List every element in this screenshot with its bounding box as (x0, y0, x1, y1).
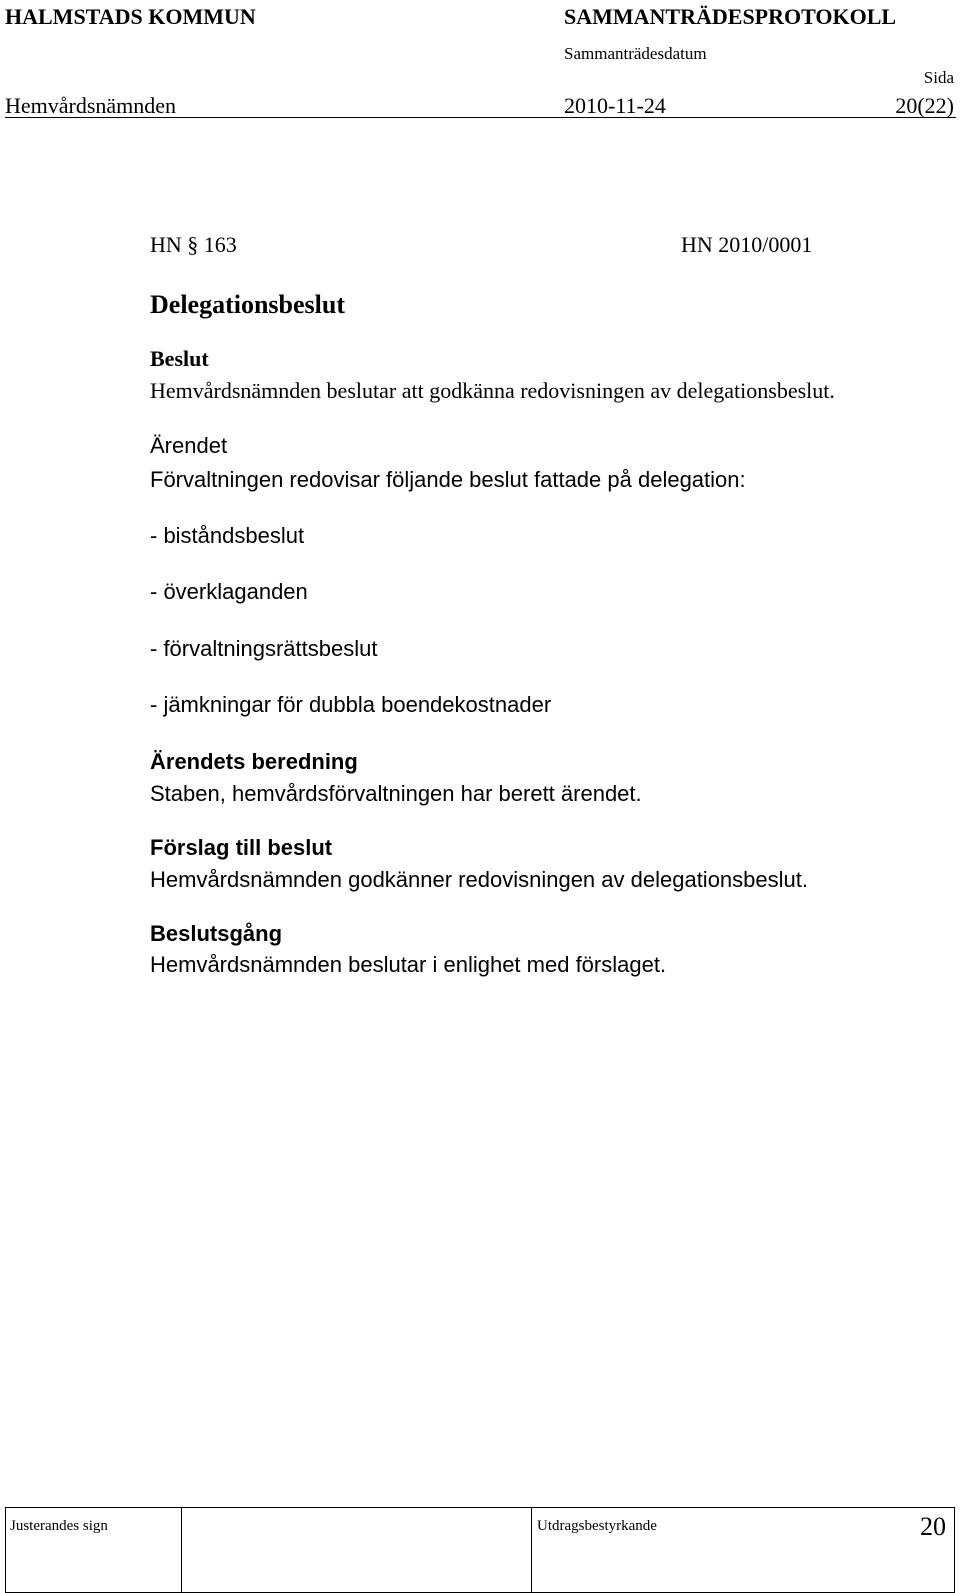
page-label: Sida (923, 68, 954, 87)
preparation-heading: Ärendets beredning (150, 749, 358, 774)
case-number: HN 2010/0001 (681, 232, 813, 257)
municipality-name: HALMSTADS KOMMUN (5, 4, 256, 29)
matter-heading: Ärendet (150, 433, 228, 458)
paragraph-number: HN § 163 (150, 232, 237, 257)
extract-certification-label: Utdragsbestyrkande (537, 1518, 657, 1534)
decision-heading: Beslut (150, 346, 209, 371)
header-divider (5, 117, 956, 118)
footer-signature-box (5, 1507, 955, 1593)
list-item: - biståndsbeslut (150, 523, 305, 548)
matter-text: Förvaltningen redovisar följande beslut fattade på delegation: (150, 467, 746, 492)
list-item: - förvaltningsrättsbeslut (150, 636, 378, 661)
decision-text: Hemvårdsnämnden beslutar att godkänna redovisningen av delegationsbeslut. (150, 378, 835, 403)
list-item: - överklaganden (150, 579, 308, 604)
footer-divider (531, 1508, 532, 1592)
meeting-date: 2010-11-24 (564, 93, 666, 118)
document-type: SAMMANTRÄDESPROTOKOLL (564, 4, 897, 29)
list-item: - jämkningar för dubbla boendekostnader (150, 692, 552, 717)
footer-divider (181, 1508, 182, 1592)
procedure-heading: Beslutsgång (150, 921, 283, 946)
proposal-text: Hemvårdsnämnden godkänner redovisningen av delegationsbeslut. (150, 867, 808, 892)
committee-name: Hemvårdsnämnden (5, 93, 177, 118)
page-count: 20(22) (895, 93, 954, 118)
page-title: Delegationsbeslut (150, 290, 345, 319)
footer-page-number: 20 (920, 1512, 946, 1541)
procedure-text: Hemvårdsnämnden beslutar i enlighet med förslaget. (150, 952, 667, 977)
preparation-text: Staben, hemvårdsförvaltningen har berett ärendet. (150, 781, 642, 806)
signature-label: Justerandes sign (10, 1518, 108, 1534)
proposal-heading: Förslag till beslut (150, 835, 333, 860)
meeting-date-label: Sammanträdesdatum (564, 44, 707, 63)
